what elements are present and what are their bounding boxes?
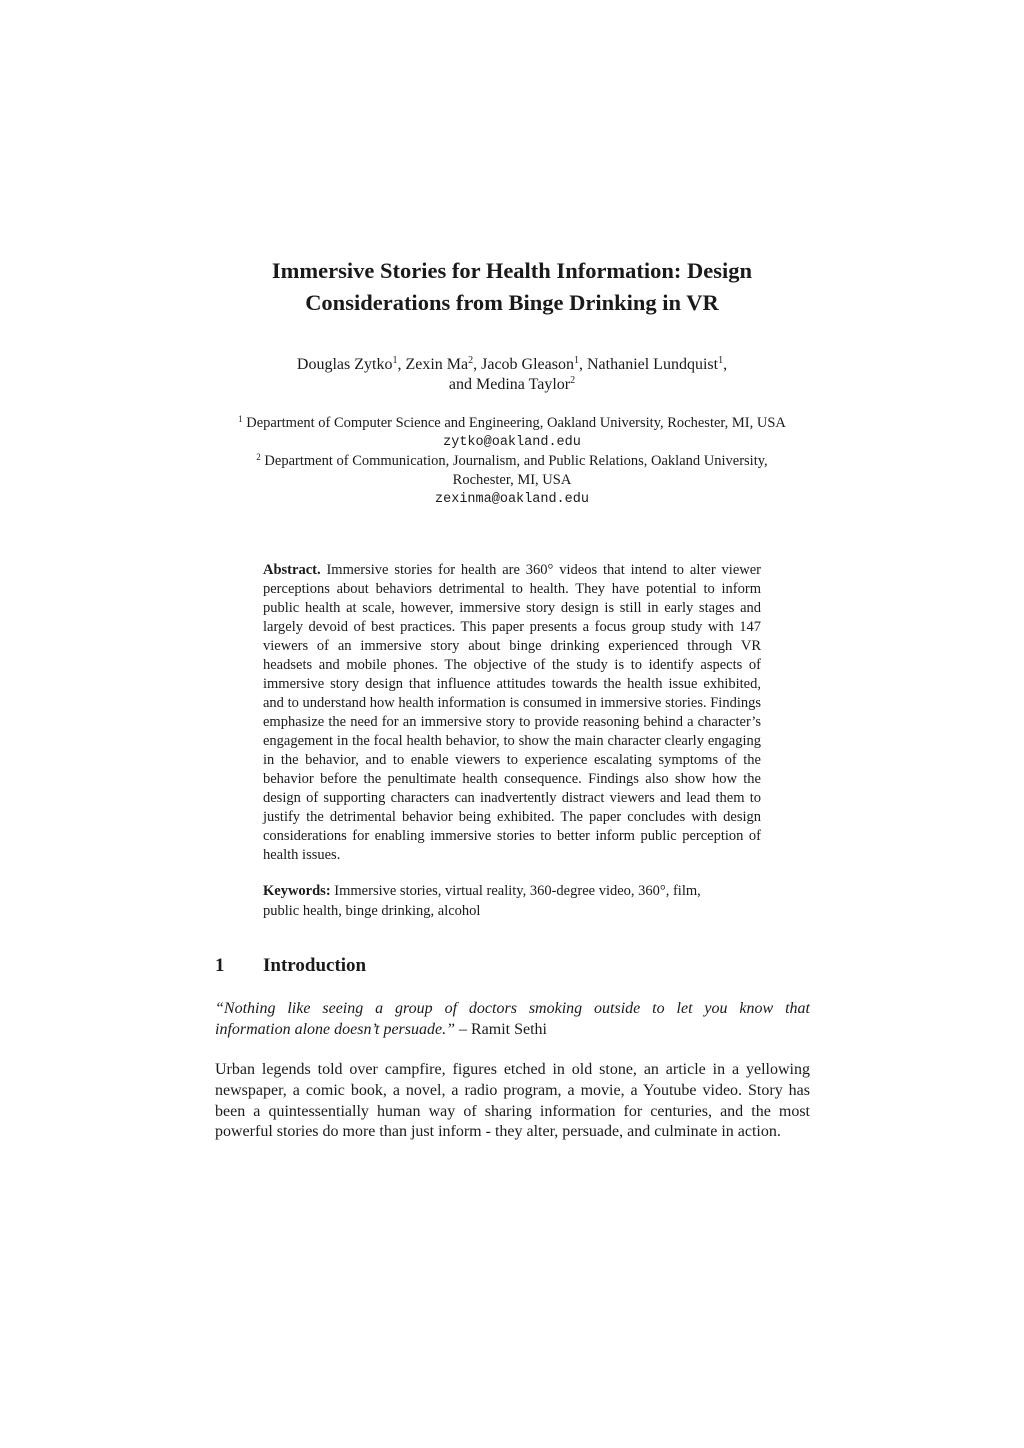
section-heading: [215, 954, 815, 978]
affiliation-sup: 2: [256, 452, 261, 462]
keywords-label: Keywords:: [263, 883, 331, 899]
author-line-1: [140, 355, 884, 375]
author-affil-sup: 1: [718, 355, 724, 366]
paper-title: [140, 255, 884, 319]
keywords-line-2: public health, binge drinking, alcohol: [263, 902, 481, 919]
affiliation-1: [140, 414, 884, 433]
author-affil-sup: 2: [570, 375, 576, 386]
author-sep: ,: [473, 356, 482, 373]
author-list: [140, 355, 884, 395]
affiliation-sup: 1: [238, 414, 243, 424]
affiliation-2: [140, 452, 884, 471]
epigraph-attribution: – Ramit Sethi: [455, 1021, 547, 1038]
author-sep: ,: [578, 356, 587, 373]
affiliation-2-text-cont: Rochester, MI, USA: [452, 472, 572, 488]
author-affil-sup: 1: [392, 355, 398, 366]
section-number: 1: [215, 955, 225, 976]
author-name: Jacob Gleason: [481, 356, 574, 373]
section-title: Introduction: [263, 955, 367, 976]
abstract-text: Immersive stories for health are 360° videos that intend to alter viewer perceptions about behaviors detrimental to health. They have potential to inform public health at scale, however, immersive story design is still in early stages and largely devoid of best practices. This paper presents a focus group study with 147 viewers of an immersive story about binge drinking experienced through VR headsets and mobile phones. The objective of the study is to identify aspects of immersive story design that influence attitudes towards the health issue exhibited, and to understand how health information is consumed in immersive stories. Findings emphasize the need for an immersive story to provide reasoning behind a character’s engagement in the focal health behavior, to show the main character clearly engaging in the behavior, and to enable viewers to experience escalating symptoms of the behavior before the penultimate health consequence. Findings also show how the design of supporting characters can inadvertently distract viewers and lead them to justify the detrimental behavior being exhibited. The paper concludes with design considerations for enabling immersive stories to better inform public perception of health issues.: [263, 562, 761, 863]
affiliation-2-text: Department of Communication, Journalism, and Public Relations, Oakland University,: [260, 453, 768, 469]
title-line-2: Considerations from Binge Drinking in VR: [305, 290, 719, 315]
keywords-text: Immersive stories, virtual reality, 360-degree video, 360°, film,: [330, 883, 701, 899]
author-affil-sup: 2: [468, 355, 474, 366]
epigraph-line-1: [215, 998, 810, 1019]
abstract-label: Abstract.: [263, 562, 321, 578]
author-name: Douglas Zytko: [296, 356, 393, 373]
keywords: [263, 882, 761, 921]
author-name: Nathaniel Lundquist: [586, 356, 719, 373]
epigraph-quote-2: information alone doesn’t persuade.”: [215, 1021, 455, 1038]
author-sep: ,: [397, 356, 406, 373]
abstract: [263, 561, 761, 865]
affiliation-1-email[interactable]: zytko@oakland.edu: [443, 435, 581, 450]
epigraph-quote-1: “Nothing like seeing a group of doctors smoking outside to let you know that: [215, 1000, 810, 1017]
author-sep: ,: [723, 356, 728, 373]
affiliations: [140, 414, 884, 509]
author-affil-sup: 1: [573, 355, 579, 366]
intro-paragraph: Urban legends told over campfire, figures etched in old stone, an article in a yellowing newspaper, a comic book, a novel, a radio program, a movie, a Youtube video. Story has been a quintessentially human way of sharing information for centuries, and the most powerful stories do more than just inform - they alter, persuade, and culminate in action.: [215, 1061, 810, 1141]
author-line-2: [140, 375, 884, 395]
epigraph-line-2: [215, 1019, 810, 1040]
affiliation-2-email[interactable]: zexinma@oakland.edu: [435, 492, 589, 507]
title-line-1: Immersive Stories for Health Information: Design: [271, 258, 753, 283]
affiliation-1-text: Department of Computer Science and Engineering, Oakland University, Rochester, MI, USA: [242, 415, 786, 431]
author-name: and Medina Taylor: [448, 376, 571, 393]
epigraph: [215, 998, 810, 1040]
keywords-line-1: [263, 882, 761, 902]
author-name: Zexin Ma: [405, 356, 469, 373]
